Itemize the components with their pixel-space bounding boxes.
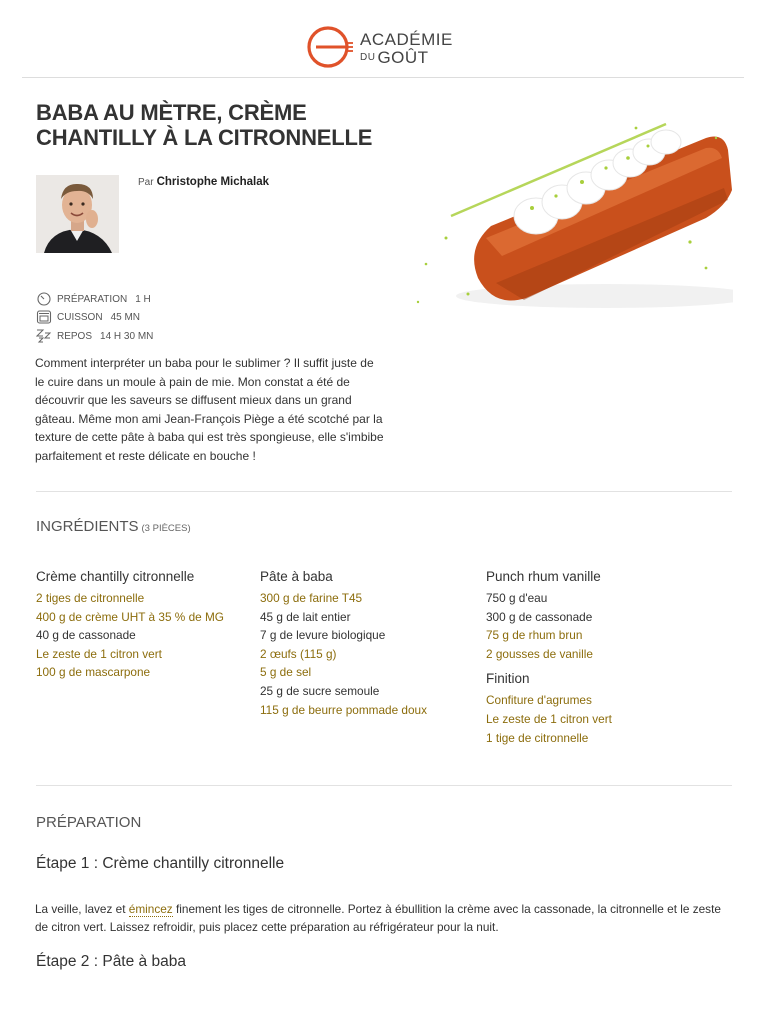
- ingredient-item[interactable]: 75 g de rhum brun: [486, 628, 583, 643]
- section-divider: [36, 491, 732, 492]
- logo-fork-icon: [306, 26, 354, 70]
- header-divider: [22, 77, 744, 78]
- ingredient-item: 40 g de cassonade: [36, 628, 136, 643]
- time-value: 45 MN: [110, 311, 141, 323]
- recipe-title: BABA AU MÈTRE, CRÈME CHANTILLY À LA CITRONNELLE: [36, 100, 373, 150]
- ingredient-item[interactable]: 300 g de farine T45: [260, 591, 363, 605]
- glossary-link-emincez[interactable]: émincez: [128, 902, 173, 916]
- time-repos: [36, 328, 153, 344]
- time-label: REPOS: [57, 330, 93, 342]
- ingredient-item: 25 g de sucre semoule: [260, 683, 380, 698]
- ingredient-item[interactable]: 5 g de sel: [260, 665, 312, 680]
- author-name-link[interactable]: Christophe Michalak: [156, 176, 270, 188]
- clock-icon: [36, 292, 52, 306]
- ingredient-item[interactable]: Le zeste de 1 citron vert: [36, 646, 162, 661]
- step-2-title: Étape 2 : Pâte à baba: [36, 953, 186, 970]
- ingredients-column-punch: [486, 569, 706, 747]
- author-avatar[interactable]: [36, 175, 119, 253]
- ingredient-item: 750 g d'eau: [486, 591, 548, 605]
- time-value: 1 H: [135, 293, 151, 305]
- ingredient-item[interactable]: 115 g de beurre pommade doux: [260, 702, 428, 717]
- ingredient-item: 45 g de lait entier: [260, 609, 351, 624]
- ingredients-heading: [36, 518, 191, 535]
- logo-wordmark-bottom: [360, 48, 429, 68]
- site-header: [0, 0, 768, 78]
- logo-wordmark-top: ACADÉMIE: [360, 30, 453, 49]
- ingredients-group-title: Pâte à baba: [260, 569, 333, 584]
- ingredient-item[interactable]: 2 œufs (115 g): [260, 646, 337, 661]
- ingredient-item[interactable]: 2 gousses de vanille: [486, 646, 593, 661]
- sleep-icon: [36, 329, 52, 343]
- section-divider: [36, 785, 732, 786]
- ingredient-item[interactable]: 1 tige de citronnelle: [486, 730, 589, 745]
- oven-icon: [36, 310, 52, 324]
- ingredients-group-title: Finition: [486, 671, 530, 687]
- recipe-intro: Comment interpréter un baba pour le sublimer ? Il suffit juste de le cuire dans un moule à pain de mie. Mon constat a été de découvrir que les saveurs se diffusent mieux dans un grand gâteau. Même mon ami Jean-François Piège a été scotché par la texture de cette pâte à baba qui est très spongieuse, elle s'imbibe parfaitement et reste délicate en bouche !: [35, 356, 384, 463]
- time-value: 14 H 30 MN: [100, 330, 154, 342]
- time-cuisson: [36, 309, 140, 325]
- ingredients-column-baba: [260, 569, 480, 719]
- ingredients-group-title: Crème chantilly citronnelle: [36, 569, 195, 584]
- ingredient-item: 7 g de levure biologique: [260, 628, 386, 643]
- ingredient-item[interactable]: 400 g de crème UHT à 35 % de MG: [36, 609, 224, 624]
- logo-gout: GOÛT: [377, 48, 429, 67]
- author-byline: [138, 176, 269, 188]
- step-1-text-end: finement les tiges de citronnelle. Portez à ébullition la crème avec la cassonade, la citronnelle et le zeste de citron vert. Laissez refroidir, puis placez cette préparation au réfrigérateur pour la nuit.: [35, 902, 721, 935]
- ingredients-yield: (3 PIÈCES): [141, 523, 191, 534]
- brand-logo[interactable]: [306, 26, 466, 70]
- ingredient-item[interactable]: 100 g de mascarpone: [36, 665, 151, 680]
- step-1-text: [35, 900, 735, 937]
- ingredients-column-chantilly: [36, 569, 256, 682]
- time-preparation: [36, 291, 151, 307]
- recipe-photo: [406, 118, 733, 308]
- ingredient-item[interactable]: Le zeste de 1 citron vert: [486, 711, 612, 726]
- ingredients-title: INGRÉDIENTS: [36, 518, 139, 535]
- time-label: CUISSON: [57, 311, 103, 323]
- step-1-text-start: La veille, lavez et: [35, 902, 129, 916]
- logo-du: DU: [360, 52, 376, 63]
- by-label: Par: [138, 177, 154, 188]
- ingredient-item: 300 g de cassonade: [486, 609, 593, 624]
- ingredient-item[interactable]: 2 tiges de citronnelle: [36, 591, 145, 605]
- ingredients-group-title: Punch rhum vanille: [486, 569, 601, 584]
- preparation-heading: PRÉPARATION: [36, 814, 142, 831]
- ingredient-item[interactable]: Confiture d'agrumes: [486, 693, 592, 708]
- step-1-title: Étape 1 : Crème chantilly citronnelle: [36, 855, 285, 872]
- time-label: PRÉPARATION: [57, 293, 128, 305]
